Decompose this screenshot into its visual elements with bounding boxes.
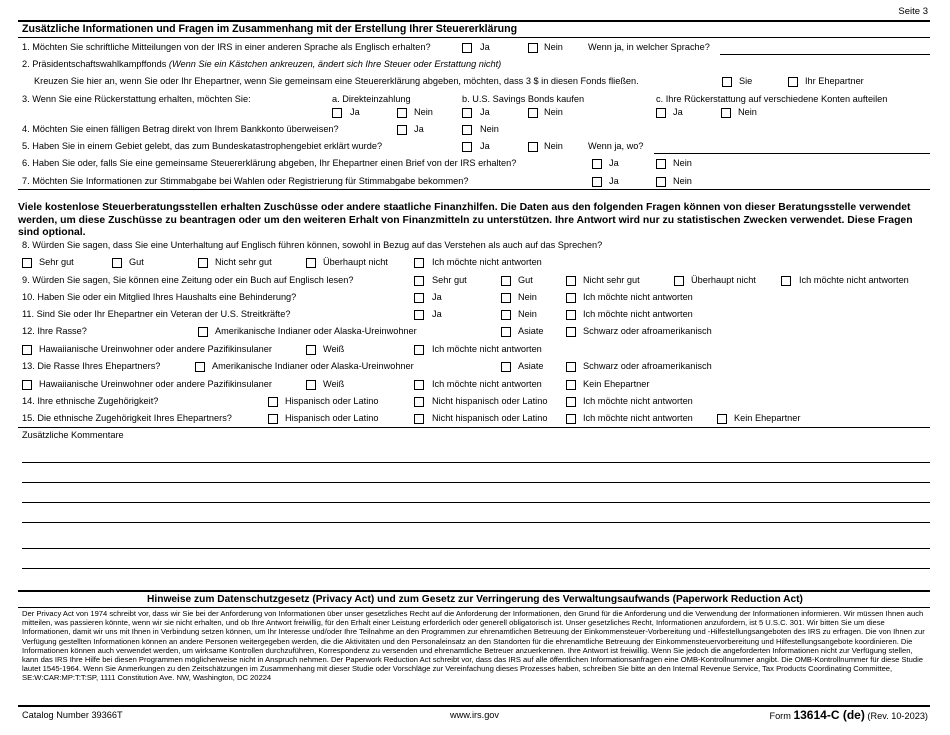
q15-keine-antwort-label: Ich möchte nicht antworten [583,413,693,423]
page-number: Seite 3 [898,6,928,17]
top-rule [18,20,930,22]
rule [18,427,930,428]
q1-nein-label: Nein [544,42,563,52]
q3-b-nein-label: Nein [544,107,563,117]
comment-line[interactable] [22,568,930,569]
q15-keine-antwort-checkbox[interactable] [566,414,576,424]
footer-rule [18,705,930,707]
q5-followup: Wenn ja, wo? [588,141,644,151]
q8-gut-label: Gut [129,257,144,267]
q12-weiss-label: Weiß [323,344,345,354]
q8-nicht-sehr-gut-checkbox[interactable] [198,258,208,268]
q9-gut-checkbox[interactable] [501,276,511,286]
q15-nicht-hispanisch-checkbox[interactable] [414,414,424,424]
q3-a-label: a. Direkteinzahlung [332,94,411,104]
q2-sie-checkbox[interactable] [722,77,732,87]
q10-nein-checkbox[interactable] [501,293,511,303]
q13-indianer-checkbox[interactable] [195,362,205,372]
q9-ueberhaupt-nicht-checkbox[interactable] [674,276,684,286]
q9-keine-antwort-label: Ich möchte nicht antworten [799,275,909,285]
q11-ja-checkbox[interactable] [414,310,424,320]
q14-nicht-hispanisch-checkbox[interactable] [414,397,424,407]
q1-nein-checkbox[interactable] [528,43,538,53]
q13-schwarz-checkbox[interactable] [566,362,576,372]
q14-keine-antwort-checkbox[interactable] [566,397,576,407]
q13-keine-antwort-checkbox[interactable] [414,380,424,390]
q12-schwarz-label: Schwarz oder afroamerikanisch [583,326,712,336]
q13-keine-antwort-label: Ich möchte nicht antworten [432,379,542,389]
q10-nein-label: Nein [518,292,537,302]
q11-keine-antwort-checkbox[interactable] [566,310,576,320]
q1-ja-label: Ja [480,42,490,52]
catalog-number: Catalog Number 39366T [22,710,123,720]
q3-a-ja-label: Ja [350,107,360,117]
q10-keine-antwort-label: Ich möchte nicht antworten [583,292,693,302]
q13-hawaii-checkbox[interactable] [22,380,32,390]
q4-ja-checkbox[interactable] [397,125,407,135]
q3-a-ja-checkbox[interactable] [332,108,342,118]
q6-ja-checkbox[interactable] [592,159,602,169]
q4-nein-label: Nein [480,124,499,134]
comment-line[interactable] [22,482,930,483]
q9-sehr-gut-checkbox[interactable] [414,276,424,286]
q10-ja-checkbox[interactable] [414,293,424,303]
q5-location-field[interactable] [654,153,930,154]
q3-b-ja-label: Ja [480,107,490,117]
q7-label: 7. Möchten Sie Informationen zur Stimmabgabe bei Wahlen oder Registrierung für Stimmabgabe bekommen? [22,176,469,186]
q8-sehr-gut-checkbox[interactable] [22,258,32,268]
q1-label: 1. Möchten Sie schriftliche Mitteilungen von der IRS in einer anderen Sprache als Englisch erhalten? [22,42,431,52]
rule [18,37,930,38]
q11-ja-label: Ja [432,309,442,319]
q12-indianer-label: Amerikanische Indianer oder Alaska-Ureinwohner [215,326,417,336]
q3-a-nein-label: Nein [414,107,433,117]
q10-label: 10. Haben Sie oder ein Mitglied Ihres Haushalts eine Behinderung? [22,292,297,302]
q5-ja-label: Ja [480,141,490,151]
q15-kein-ehepartner-label: Kein Ehepartner [734,413,801,423]
q2-ehepartner-label: Ihr Ehepartner [805,76,864,86]
q12-weiss-checkbox[interactable] [306,345,316,355]
q2-ehepartner-checkbox[interactable] [788,77,798,87]
comment-line[interactable] [22,462,930,463]
privacy-title: Hinweise zum Datenschutzgesetz (Privacy Act) und zum Gesetz zur Verringerung des Verwaltungsaufwands (Paperwork Reduction Act) [147,594,803,605]
q11-label: 11. Sind Sie oder Ihr Ehepartner ein Veteran der U.S. Streitkräfte? [22,309,291,319]
q9-nicht-sehr-gut-checkbox[interactable] [566,276,576,286]
q3-label: 3. Wenn Sie eine Rückerstattung erhalten, möchten Sie: [22,94,251,104]
q6-label: 6. Haben Sie oder, falls Sie eine gemeinsame Steuererklärung abgeben, Ihr Ehepartner einen Brief von der IRS erhalten? [22,158,517,168]
optional-questions-intro: Viele kostenlose Steuerberatungsstellen erhalten Zuschüsse oder andere staatliche Finanzhilfen. Die Daten aus den folgenden Fragen können von dieser Beratungsstelle verwendet werden, um diese Zuschüsse zu beantragen oder um den weiteren Erhalt von Finanzmitteln zu unterstützen. Ihre Antwort wird nur zu statistischen Zwecken verwendet. Diese Fragen sind optional. [18,202,913,238]
q4-ja-label: Ja [414,124,424,134]
q9-gut-label: Gut [518,275,533,285]
rule [18,189,930,190]
rule [18,607,930,608]
q2-sie-label: Sie [739,76,753,86]
q2-line2: Kreuzen Sie hier an, wenn Sie oder Ihr Ehepartner, wenn Sie gemeinsam eine Steuererklärung abgeben, möchten, dass 3 $ in diesen Fonds fließen. [34,76,639,86]
q12-indianer-checkbox[interactable] [198,327,208,337]
comments-label: Zusätzliche Kommentare [22,430,124,440]
q7-nein-checkbox[interactable] [656,177,666,187]
q12-asiate-checkbox[interactable] [501,327,511,337]
q14-hispanisch-label: Hispanisch oder Latino [285,396,379,406]
q11-nein-label: Nein [518,309,537,319]
q1-language-field[interactable] [720,54,930,55]
form-revision: (Rev. 10-2023) [867,711,928,721]
q4-label: 4. Möchten Sie einen fälligen Betrag direkt von Ihrem Bankkonto überweisen? [22,124,339,134]
q13-indianer-label: Amerikanische Indianer oder Alaska-Ureinwohner [212,361,414,371]
q3-c-nein-label: Nein [738,107,757,117]
q3-c-nein-checkbox[interactable] [721,108,731,118]
q9-label: 9. Würden Sie sagen, Sie können eine Zeitung oder ein Buch auf Englisch lesen? [22,275,354,285]
q8-ueberhaupt-nicht-label: Überhaupt nicht [323,257,388,267]
q6-ja-label: Ja [609,158,619,168]
form-prefix: Form [769,711,791,721]
q8-keine-antwort-label: Ich möchte nicht antworten [432,257,542,267]
comment-line[interactable] [22,548,930,549]
privacy-text: Der Privacy Act von 1974 schreibt vor, dass wir Sie bei der Anforderung von Informationen über unser gesetzliches Recht auf die Anforderung der Informationen, den Grund für die Anforderung und die Verwendung der Informationen informieren. Wir müssen Ihnen auch mitteilen, was passieren könnte, wenn wir sie nicht erhalten, und ob Ihre Antwort freiwillig, für den Erhalt einer Leistung erforderlich oder generell obligatorisch ist. Unser gesetzliches Recht, Informationen anzufordern, ist 5 U.S.C. 301. Wir bitten Sie um diese Informationen, damit wir uns mit Ihnen in Verbindung setzen können, um Ihr Interesse und/oder Ihre Teilnahme an den Programmen zur ehrenamtlichen Betreuung der Einkommensteuer-Vorbereitung und -Hilfestellungsangeboten des IRS zu erfragen. Die von Ihnen zur Verfügung gestellten Informationen können an andere Personen weitergegeben werden, die die Aktivitäten und den Personaleinsatz an den Standorten für die ehrenamtliche Betreuung der Einkommensteuervorbereitung und Hilfestellungsangebote koordinieren. Die Informationen können auch verwendet werden, um wirksame Kontrollen durchzuführen, Korrespondenz zu versenden und ehrenamtliche Betreuer anzuerkennen. Ihre Antwort ist freiwillig. Wenn Sie jedoch die angeforderten Informationen nicht zur Verfügung stellen, kann das IRS Ihre Hilfe bei diesen Programmen möglicherweise nicht in Anspruch nehmen. Der Paperwork Reduction Act schreibt vor, dass das IRS auf alle öffentlichen Informationsanfragen eine OMB-Kontrollnummer angibt. Die OMB-Kontrollnummer für diese Studie lautet 1545-1964. Wenn Sie Anmerkungen zu den Zeitschätzungen im Zusammenhang mit dieser Studie oder Vorschläge zur Vereinfachung dieses Prozesses haben, schreiben Sie bitte an den Internal Revenue Service, Tax Products Coordinating Committee, SE:W:CAR:MP:T:T:SP, 1111 Constitution Ave. NW, Washington, DC 20224 [22,609,925,683]
form-id [769,708,928,722]
q5-label: 5. Haben Sie in einem Gebiet gelebt, das zum Bundeskatastrophengebiet erklärt wurde? [22,141,383,151]
q15-hispanisch-checkbox[interactable] [268,414,278,424]
q10-ja-label: Ja [432,292,442,302]
q12-keine-antwort-checkbox[interactable] [414,345,424,355]
q12-label: 12. Ihre Rasse? [22,326,87,336]
q2-title: 2. Präsidentschaftswahlkampffonds [22,59,167,69]
q9-keine-antwort-checkbox[interactable] [781,276,791,286]
q12-asiate-label: Asiate [518,326,544,336]
privacy-rule [18,590,930,592]
q1-followup: Wenn ja, in welcher Sprache? [588,42,710,52]
q9-nicht-sehr-gut-label: Nicht sehr gut [583,275,640,285]
q2-label [22,59,501,69]
q12-hawaii-checkbox[interactable] [22,345,32,355]
q3-b-nein-checkbox[interactable] [528,108,538,118]
q15-label: 15. Die ethnische Zugehörigkeit Ihres Ehepartners? [22,413,232,423]
q3-a-nein-checkbox[interactable] [397,108,407,118]
q3-c-ja-checkbox[interactable] [656,108,666,118]
section-title: Zusätzliche Informationen und Fragen im Zusammenhang mit der Erstellung Ihrer Steuererklärung [22,23,518,35]
q13-hawaii-label: Hawaiianische Ureinwohner oder andere Pazifikinsulaner [39,379,272,389]
q5-nein-label: Nein [544,141,563,151]
q9-ueberhaupt-nicht-label: Überhaupt nicht [691,275,756,285]
q1-ja-checkbox[interactable] [462,43,472,53]
q6-nein-label: Nein [673,158,692,168]
q5-nein-checkbox[interactable] [528,142,538,152]
q14-keine-antwort-label: Ich möchte nicht antworten [583,396,693,406]
q14-hispanisch-checkbox[interactable] [268,397,278,407]
comment-line[interactable] [22,522,930,523]
q12-keine-antwort-label: Ich möchte nicht antworten [432,344,542,354]
q8-gut-checkbox[interactable] [112,258,122,268]
q11-nein-checkbox[interactable] [501,310,511,320]
q14-nicht-hispanisch-label: Nicht hispanisch oder Latino [432,396,548,406]
q13-kein-ehepartner-label: Kein Ehepartner [583,379,650,389]
form-number: 13614-C (de) [793,708,865,722]
q8-sehr-gut-label: Sehr gut [39,257,74,267]
q15-nicht-hispanisch-label: Nicht hispanisch oder Latino [432,413,548,423]
q10-keine-antwort-checkbox[interactable] [566,293,576,303]
irs-website[interactable]: www.irs.gov [450,710,500,720]
q7-ja-label: Ja [609,176,619,186]
q8-nicht-sehr-gut-label: Nicht sehr gut [215,257,272,267]
q3-c-ja-label: Ja [673,107,683,117]
q2-note: (Wenn Sie ein Kästchen ankreuzen, ändert sich Ihre Steuer oder Erstattung nicht) [168,59,502,69]
q7-ja-checkbox[interactable] [592,177,602,187]
q13-label: 13. Die Rasse Ihres Ehepartners? [22,361,161,371]
q8-label: 8. Würden Sie sagen, dass Sie eine Unterhaltung auf Englisch führen können, sowohl in Bezug auf das Verstehen als auch auf das Sprechen? [22,240,603,250]
q12-hawaii-label: Hawaiianische Ureinwohner oder andere Pazifikinsulaner [39,344,272,354]
q3-b-ja-checkbox[interactable] [462,108,472,118]
q9-sehr-gut-label: Sehr gut [432,275,467,285]
q6-nein-checkbox[interactable] [656,159,666,169]
q3-c-label: c. Ihre Rückerstattung auf verschiedene Konten aufteilen [656,94,888,104]
q13-asiate-label: Asiate [518,361,544,371]
comment-line[interactable] [22,502,930,503]
q11-keine-antwort-label: Ich möchte nicht antworten [583,309,693,319]
q8-keine-antwort-checkbox[interactable] [414,258,424,268]
q14-label: 14. Ihre ethnische Zugehörigkeit? [22,396,159,406]
q13-weiss-label: Weiß [323,379,345,389]
q3-b-label: b. U.S. Savings Bonds kaufen [462,94,585,104]
q15-kein-ehepartner-checkbox[interactable] [717,414,727,424]
q15-hispanisch-label: Hispanisch oder Latino [285,413,379,423]
q13-kein-ehepartner-checkbox[interactable] [566,380,576,390]
q7-nein-label: Nein [673,176,692,186]
q4-nein-checkbox[interactable] [462,125,472,135]
q8-ueberhaupt-nicht-checkbox[interactable] [306,258,316,268]
q12-schwarz-checkbox[interactable] [566,327,576,337]
q13-schwarz-label: Schwarz oder afroamerikanisch [583,361,712,371]
q13-asiate-checkbox[interactable] [501,362,511,372]
q5-ja-checkbox[interactable] [462,142,472,152]
q13-weiss-checkbox[interactable] [306,380,316,390]
